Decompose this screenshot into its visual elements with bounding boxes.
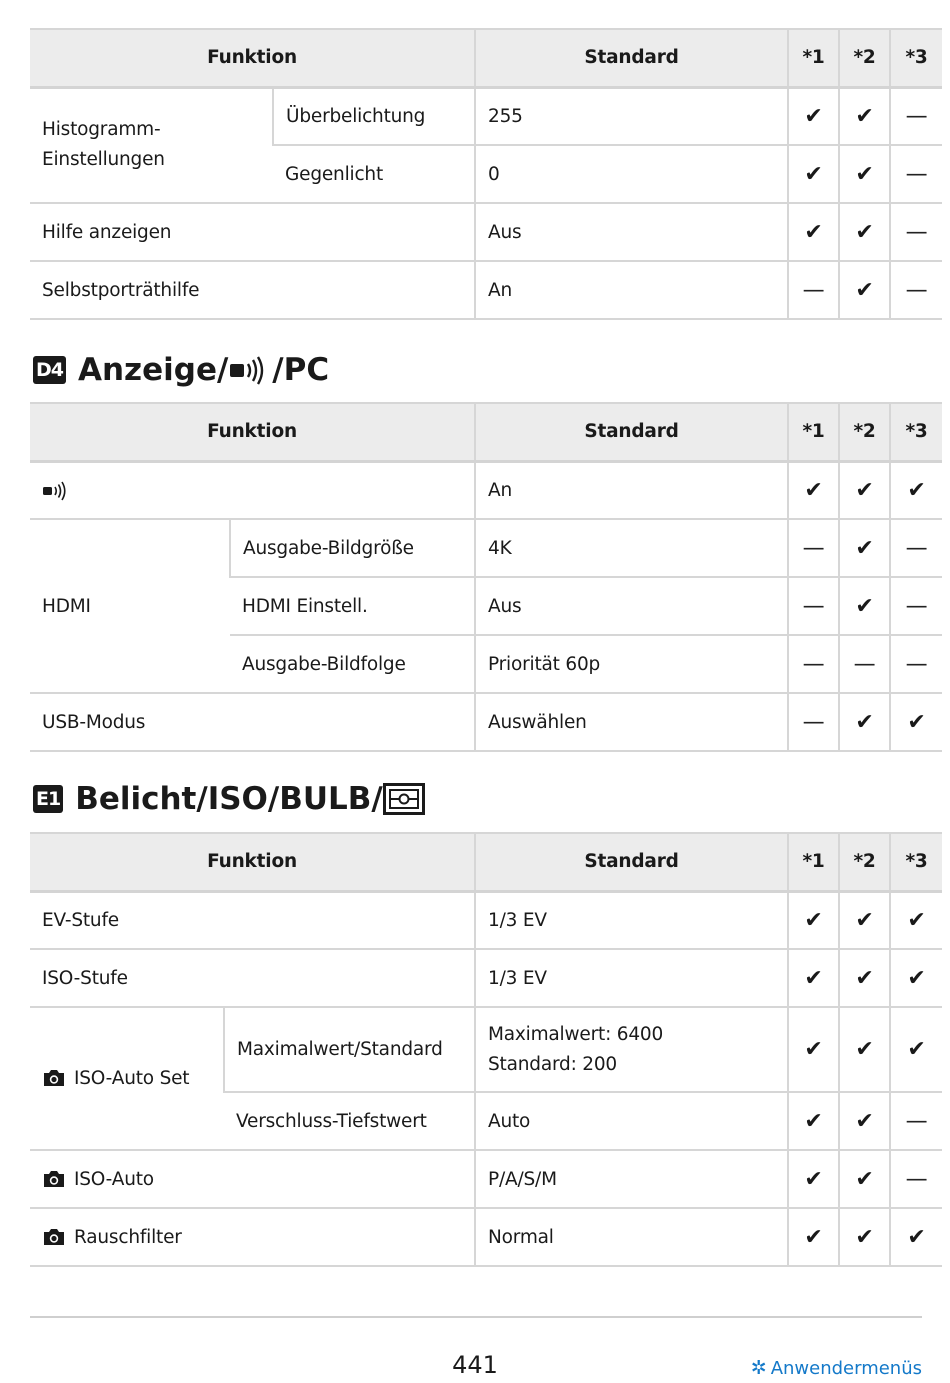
row-sublabel: Ausgabe-Bildfolge bbox=[230, 635, 475, 693]
row-standard: 1/3 EV bbox=[475, 949, 788, 1007]
check-mark: ✔ bbox=[839, 891, 890, 949]
row-standard: Priorität 60p bbox=[475, 635, 788, 693]
header-col3: *3 bbox=[890, 403, 942, 461]
header-col3: *3 bbox=[890, 29, 942, 87]
iso-auto-label: ISO-Auto bbox=[74, 1168, 154, 1190]
row-standard: An bbox=[475, 261, 788, 319]
row-standard: Normal bbox=[475, 1208, 788, 1266]
check-mark: ✔ bbox=[788, 891, 839, 949]
table-header-row bbox=[30, 29, 942, 87]
header-standard: Standard bbox=[475, 29, 788, 87]
row-sublabel: HDMI Einstell. bbox=[230, 577, 475, 635]
row-standard: Auswählen bbox=[475, 693, 788, 751]
dash-mark: — bbox=[890, 87, 942, 145]
row-label: ISO-Stufe bbox=[30, 949, 475, 1007]
header-funktion: Funktion bbox=[30, 833, 475, 891]
table-header-row bbox=[30, 403, 942, 461]
check-mark: ✔ bbox=[788, 949, 839, 1007]
section-title-e1 bbox=[33, 779, 425, 819]
row-sublabel: Überbelichtung bbox=[273, 87, 475, 145]
iso-auto-set-label: ISO-Auto Set bbox=[74, 1068, 190, 1089]
row-standard: P/A/S/M bbox=[475, 1150, 788, 1208]
standard-line1: Maximalwert: 6400 bbox=[488, 1023, 664, 1045]
check-mark: ✔ bbox=[839, 1208, 890, 1266]
header-col1: *1 bbox=[788, 833, 839, 891]
check-mark: ✔ bbox=[788, 461, 839, 519]
check-mark: ✔ bbox=[839, 1092, 890, 1150]
anwendermenues-link[interactable] bbox=[751, 1357, 922, 1379]
check-mark: ✔ bbox=[890, 949, 942, 1007]
row-standard: An bbox=[475, 461, 788, 519]
row-standard: 255 bbox=[475, 87, 788, 145]
row-standard: Aus bbox=[475, 203, 788, 261]
camera-icon bbox=[42, 1227, 66, 1247]
check-mark: ✔ bbox=[839, 1007, 890, 1092]
header-col1: *1 bbox=[788, 29, 839, 87]
table-row bbox=[30, 949, 942, 1007]
section-badge: D4 bbox=[33, 356, 66, 384]
row-label-wifi bbox=[30, 461, 475, 519]
row-label-iso-auto-set bbox=[30, 1007, 224, 1150]
row-standard: Aus bbox=[475, 577, 788, 635]
dash-mark: — bbox=[788, 635, 839, 693]
histogramm-line1: Histogramm- bbox=[42, 119, 161, 141]
row-standard: Auto bbox=[475, 1092, 788, 1150]
row-label-iso-auto bbox=[30, 1150, 475, 1208]
check-mark: ✔ bbox=[788, 1208, 839, 1266]
row-standard bbox=[475, 1007, 788, 1092]
dash-mark: — bbox=[890, 145, 942, 203]
row-label: Hilfe anzeigen bbox=[30, 203, 475, 261]
check-mark: ✔ bbox=[890, 461, 942, 519]
check-mark: ✔ bbox=[890, 891, 942, 949]
row-standard: 0 bbox=[475, 145, 788, 203]
check-mark: ✔ bbox=[890, 693, 942, 751]
header-col2: *2 bbox=[839, 403, 890, 461]
row-sublabel: Maximalwert/Standard bbox=[224, 1007, 475, 1092]
check-mark: ✔ bbox=[890, 1208, 942, 1266]
camera-icon bbox=[42, 1068, 66, 1088]
check-mark: ✔ bbox=[839, 261, 890, 319]
header-col3: *3 bbox=[890, 833, 942, 891]
section-title-d4 bbox=[33, 350, 329, 390]
check-mark: ✔ bbox=[839, 949, 890, 1007]
check-mark: ✔ bbox=[839, 693, 890, 751]
check-mark: ✔ bbox=[788, 1092, 839, 1150]
row-label-rausch bbox=[30, 1208, 475, 1266]
header-standard: Standard bbox=[475, 833, 788, 891]
table-row bbox=[30, 203, 942, 261]
table-row bbox=[30, 461, 942, 519]
table-row bbox=[30, 519, 942, 577]
dash-mark: — bbox=[788, 577, 839, 635]
footer-link-label[interactable]: Anwendermenüs bbox=[770, 1357, 922, 1379]
table-row bbox=[30, 891, 942, 949]
dash-mark: — bbox=[890, 577, 942, 635]
row-standard: 4K bbox=[475, 519, 788, 577]
dash-mark: — bbox=[788, 519, 839, 577]
check-mark: ✔ bbox=[788, 1150, 839, 1208]
header-col2: *2 bbox=[839, 833, 890, 891]
row-label: EV-Stufe bbox=[30, 891, 475, 949]
rausch-label: Rauschfilter bbox=[74, 1226, 182, 1248]
check-mark: ✔ bbox=[839, 461, 890, 519]
header-col2: *2 bbox=[839, 29, 890, 87]
check-mark: ✔ bbox=[839, 1150, 890, 1208]
row-label-histogramm bbox=[30, 87, 273, 203]
header-col1: *1 bbox=[788, 403, 839, 461]
table-header-row bbox=[30, 833, 942, 891]
row-label: Selbstporträthilfe bbox=[30, 261, 475, 319]
row-standard: 1/3 EV bbox=[475, 891, 788, 949]
dash-mark: — bbox=[890, 519, 942, 577]
section-title-text: Belicht/ISO/BULB/ bbox=[75, 781, 383, 817]
check-mark: ✔ bbox=[839, 203, 890, 261]
check-mark: ✔ bbox=[839, 145, 890, 203]
header-funktion: Funktion bbox=[30, 29, 475, 87]
dash-mark: — bbox=[839, 635, 890, 693]
camera-icon bbox=[42, 1169, 66, 1189]
check-mark: ✔ bbox=[890, 1007, 942, 1092]
table-row bbox=[30, 1208, 942, 1266]
table-row bbox=[30, 693, 942, 751]
check-mark: ✔ bbox=[788, 1007, 839, 1092]
row-label-hdmi: HDMI bbox=[30, 519, 230, 693]
settings-table-display bbox=[30, 28, 942, 320]
standard-line2: Standard: 200 bbox=[488, 1053, 618, 1075]
check-mark: ✔ bbox=[788, 87, 839, 145]
check-mark: ✔ bbox=[788, 145, 839, 203]
table-row bbox=[30, 1150, 942, 1208]
footer-divider bbox=[30, 1316, 922, 1318]
header-standard: Standard bbox=[475, 403, 788, 461]
dash-mark: — bbox=[890, 261, 942, 319]
metering-icon bbox=[383, 783, 425, 815]
check-mark: ✔ bbox=[839, 519, 890, 577]
dash-mark: — bbox=[890, 635, 942, 693]
gear-icon: ✲ bbox=[750, 1357, 767, 1379]
page-number: 441 bbox=[452, 1351, 498, 1379]
wifi-icon bbox=[228, 355, 272, 385]
settings-table-d4 bbox=[30, 402, 942, 752]
header-funktion: Funktion bbox=[30, 403, 475, 461]
table-row bbox=[30, 87, 942, 145]
dash-mark: — bbox=[890, 1092, 942, 1150]
check-mark: ✔ bbox=[788, 203, 839, 261]
row-label: USB-Modus bbox=[30, 693, 475, 751]
section-title-suffix: /PC bbox=[272, 352, 330, 388]
wifi-icon bbox=[42, 481, 70, 501]
row-sublabel: Verschluss-Tiefstwert bbox=[224, 1092, 475, 1150]
dash-mark: — bbox=[788, 261, 839, 319]
dash-mark: — bbox=[890, 203, 942, 261]
settings-table-e1 bbox=[30, 832, 942, 1267]
dash-mark: — bbox=[890, 1150, 942, 1208]
check-mark: ✔ bbox=[839, 87, 890, 145]
row-sublabel: Ausgabe-Bildgröße bbox=[230, 519, 475, 577]
check-mark: ✔ bbox=[839, 577, 890, 635]
row-sublabel: Gegenlicht bbox=[273, 145, 475, 203]
section-badge: E1 bbox=[33, 785, 63, 813]
histogramm-line2: Einstellungen bbox=[42, 149, 165, 171]
table-row bbox=[30, 261, 942, 319]
dash-mark: — bbox=[788, 693, 839, 751]
table-row bbox=[30, 1007, 942, 1092]
section-title-text: Anzeige/ bbox=[78, 352, 229, 388]
